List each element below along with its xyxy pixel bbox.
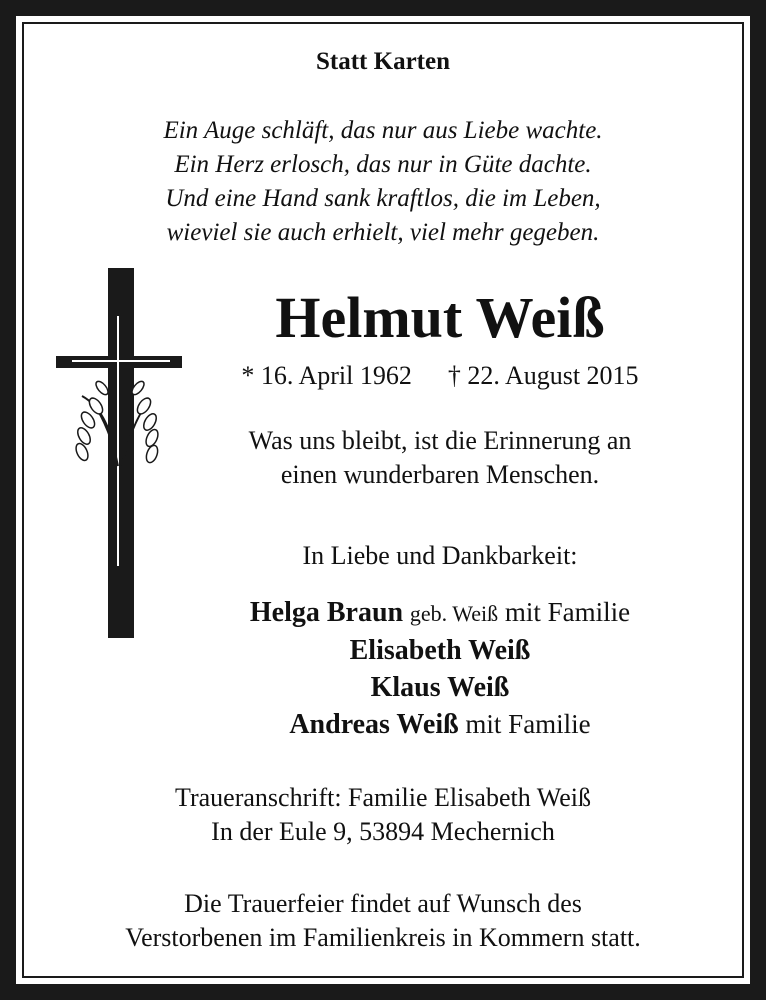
family-member — [190, 632, 690, 669]
life-dates — [190, 361, 690, 391]
header-title: Statt Karten — [316, 48, 450, 75]
remembrance-text — [190, 424, 690, 492]
poem — [0, 114, 766, 250]
family-member — [190, 594, 690, 632]
remembrance-line: Was uns bleibt, ist die Erinnerung an — [248, 426, 632, 455]
gratitude-line: In Liebe und Dankbarkeit: — [302, 541, 578, 570]
poem-line: wieviel sie auch erhielt, viel mehr gegeben. — [166, 219, 600, 246]
deceased-name: Helmut Weiß — [275, 285, 605, 350]
family-member-suffix: mit Familie — [504, 597, 631, 627]
ceremony-line: Verstorbenen im Familienkreis in Kommern statt. — [125, 923, 641, 952]
family-member — [190, 669, 690, 706]
address-line: In der Eule 9, 53894 Mechernich — [211, 817, 555, 846]
family-member-nee: geb. Weiß — [409, 601, 499, 626]
family-member-name: Andreas Weiß — [289, 709, 459, 740]
remembrance-line: einen wunderbaren Menschen. — [280, 460, 600, 489]
family-member-name: Elisabeth Weiß — [349, 635, 531, 666]
family-member-name: Klaus Weiß — [370, 672, 510, 703]
family-member-name: Helga Braun — [249, 597, 404, 628]
ceremony-line: Die Trauerfeier findet auf Wunsch des — [184, 889, 582, 918]
cross-with-wheat-icon — [52, 266, 188, 640]
mourning-address — [0, 781, 766, 849]
ceremony-notice — [0, 887, 766, 955]
address-line: Traueranschrift: Familie Elisabeth Weiß — [175, 783, 591, 812]
poem-line: Ein Auge schläft, das nur aus Liebe wachte. — [163, 117, 603, 144]
birth-date: * 16. April 1962 — [241, 361, 412, 390]
family-list — [190, 594, 690, 743]
family-member-suffix: mit Familie — [465, 709, 591, 739]
death-date: † 22. August 2015 — [447, 361, 639, 390]
poem-line: Und eine Hand sank kraftlos, die im Leben, — [165, 185, 601, 212]
family-member — [190, 706, 690, 743]
poem-line: Ein Herz erlosch, das nur in Güte dachte. — [174, 151, 592, 178]
